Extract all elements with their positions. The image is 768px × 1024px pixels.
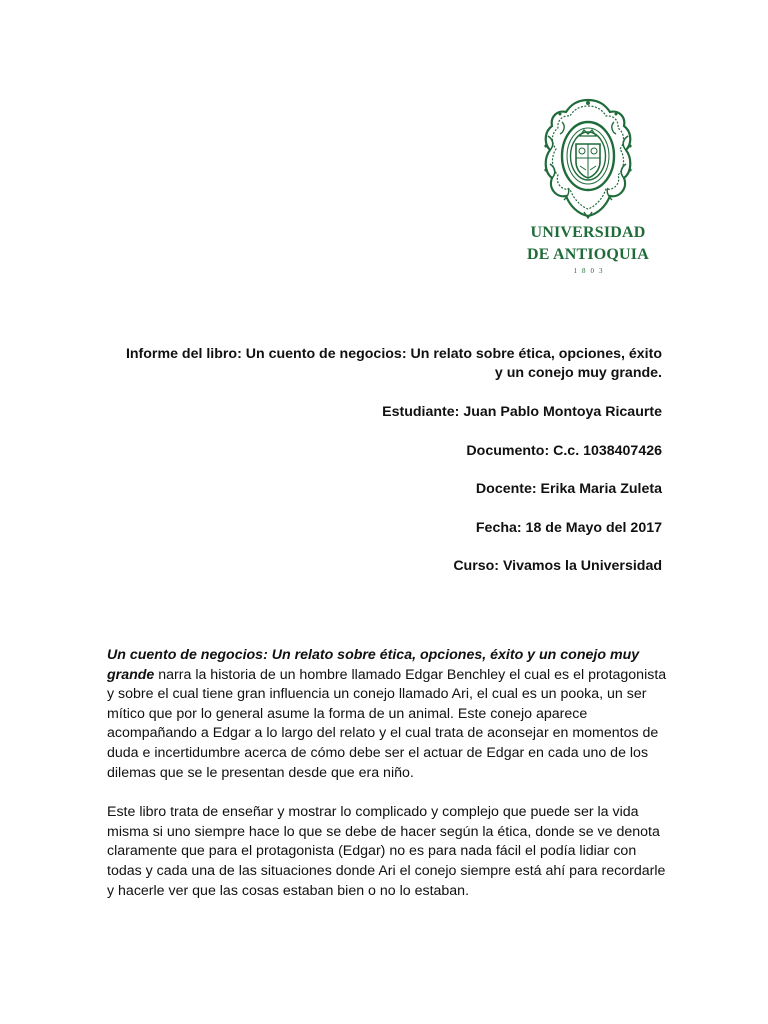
- teacher-line: Docente: Erika Maria Zuleta: [475, 481, 662, 497]
- paragraph-1: [107, 646, 667, 783]
- report-title: Informe del libro: Un cuento de negocios: Un relato sobre ética, opciones, éxito y un conejo muy grande.: [125, 346, 662, 381]
- book-title-inline: Un cuento de negocios: Un relato sobre ética, opciones, éxito y un conejo muy grande: [107, 647, 640, 683]
- student-line: Estudiante: Juan Pablo Montoya Ricaurte: [382, 404, 662, 420]
- university-name-line1: UNIVERSIDAD: [530, 224, 646, 241]
- university-year: 1803: [573, 267, 608, 275]
- university-seal-icon: [540, 96, 636, 220]
- cover-info: [120, 345, 662, 596]
- report-body: [107, 646, 667, 921]
- paragraph-1-text: narra la historia de un hombre llamado Edgar Benchley el cual es el protagonista y sobre el cual tiene gran influencia un conejo llamado Ari, el cual es un pooka, un ser mítico que por lo general asume la forma de un animal. Este conejo aparece acompañando a Edgar a lo largo del relato y el cual trata de aconsejar en momentos de duda e incertidumbre acerca de cómo debe ser el actuar de Edgar en cada uno de los dilemas que se le presentan desde que era niño.: [107, 666, 667, 781]
- paragraph-2: Este libro trata de enseñar y mostrar lo complicado y complejo que puede ser la vida misma si uno siempre hace lo que se debe de hacer según la ética, donde se ve denota claramente que para el protagonista (Edgar) no es para nada fácil el podía lidiar con todas y cada una de las situaciones donde Ari el conejo siempre está ahí para recordarle y hacerle ver que las cosas estaban bien o no lo estaban.: [107, 804, 666, 899]
- document-line: Documento: C.c. 1038407426: [466, 442, 662, 459]
- university-name-line2: DE ANTIOQUIA: [527, 246, 649, 263]
- date-line: Fecha: 18 de Mayo del 2017: [475, 519, 662, 536]
- university-logo: [522, 96, 654, 275]
- course-line: Curso: Vivamos la Universidad: [453, 558, 662, 574]
